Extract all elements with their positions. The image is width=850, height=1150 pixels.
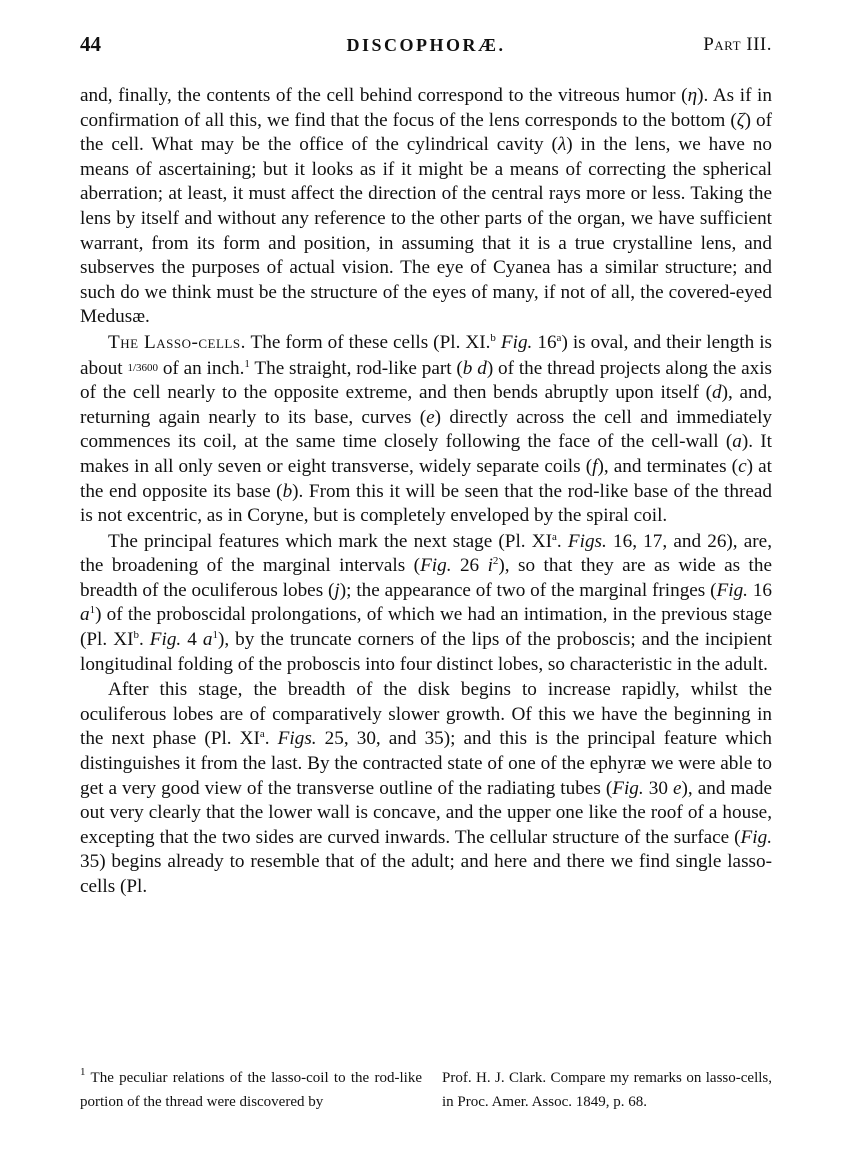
part-label: Part III.	[703, 34, 772, 55]
figure-ref: Figs.	[277, 728, 317, 750]
text-run: ) of the proboscidal prolongations, of which we had an intimation, in the previous stage (Pl. XI	[80, 604, 772, 651]
text-run: ), and terminates (	[597, 455, 739, 477]
superscript: a	[556, 331, 562, 344]
letter-label: a	[202, 629, 213, 651]
footnote-text: The peculiar relations of the lasso-coil to the rod-like portion of the thread were discovered by	[80, 1070, 422, 1110]
text-run: 16, 17, and 26), are, the broadening of the marginal intervals (	[80, 530, 772, 577]
text-run: ), by the truncate corners of the lips of the proboscis; and the incipient longitudinal folding of the proboscis into four distinct lobes, so characteristic in the adult.	[80, 629, 773, 675]
footnote-marker[interactable]: 1	[244, 357, 250, 370]
page-number: 44	[80, 32, 101, 56]
text-run: After this stage, the breadth of the disk begins to increase rapidly, whilst the oculiferous lobes are of comparatively slower growth. Of this we have the beginning in the next phase (Pl. XI	[80, 679, 772, 750]
letter-label: d	[711, 382, 722, 404]
text-run: 4	[181, 629, 203, 651]
text-run: ) at the end opposite its base (	[80, 455, 772, 502]
text-run: ), and, returning again nearly to its base, curves (	[80, 382, 773, 428]
superscript: a	[259, 728, 265, 741]
text-run: ) is oval, and their length is about	[80, 331, 773, 379]
text-run: ), so that they are as wide as the breadth of the oculiferous lobes (	[80, 555, 773, 601]
text-run: ). From this it will be seen that the rod-like base of the thread is not excentric, as in Coryne, but is completely enveloped by the spiral coil.	[80, 480, 772, 527]
text-run: 16	[747, 579, 773, 601]
superscript: a	[552, 530, 557, 543]
text-run: of an inch.	[158, 357, 245, 379]
figure-ref: Fig.	[740, 826, 772, 848]
letter-label: b d	[462, 357, 487, 379]
footnote-number: 1	[80, 1066, 86, 1078]
superscript: 1	[212, 629, 218, 642]
symbol-label: ζ	[736, 109, 745, 131]
figure-ref: Fig.	[149, 629, 182, 651]
text-run: 30	[643, 777, 673, 799]
letter-label: j	[334, 579, 340, 601]
text-run: ) of the cell. What may be the office of the cylindrical cavity (	[80, 109, 772, 156]
text-run: ) of the thread projects along the axis of the cell nearly to the opposite extreme, and then bends abruptly upon itself (	[80, 357, 773, 404]
text-run: ). As if in confirmation of all this, we find that the focus of the lens corresponds to the bottom (	[80, 85, 772, 131]
text-run: 16	[532, 331, 557, 353]
figure-ref: Fig.	[500, 331, 533, 353]
letter-label: e	[672, 777, 682, 799]
letter-label: a	[80, 604, 90, 626]
text-run: The principal features which mark the next stage (Pl. XI	[108, 530, 553, 552]
text-run: ), and made out very clearly that the lower wall is concave, and the upper one like the roof of a house, excepting that the two sides are curved inwards. The cellular structure of the surface (	[80, 777, 773, 848]
text-run: ). It makes in all only seven or eight transverse, widely separate coils (	[80, 431, 772, 477]
text-run: 26	[451, 555, 488, 577]
page-header	[80, 32, 772, 62]
footnote-left-column	[80, 1066, 422, 1114]
text-run: 25, 30, and 35); and this is the principal feature which distinguishes it from the last. By the contracted state of one of the ephyræ we were able to get a very good view of the transverse outline of the radiating tubes (	[80, 728, 772, 799]
superscript: b	[133, 629, 139, 642]
letter-label: c	[738, 455, 747, 477]
letter-label: b	[282, 480, 293, 502]
text-run: .	[556, 530, 568, 552]
letter-label: f	[592, 455, 598, 477]
text-run: The straight, rod-like part (	[249, 357, 463, 379]
text-run: ) in the lens, we have no means of ascertaining; but it looks as if it might be a means of correcting the spherical aberration; at least, it must affect the direction of the central rays more or less. Taking the lens by itself and without any reference to the other parts of the organ, we have sufficient warrant, from its form and position, in assuming that it is a true crystalline lens, and subserves the purposes of actual vision. The eye of Cyanea has a similar structure; and such do we think must be the structure of the eyes of many, if not of all, the covered-eyed Medusæ.	[80, 134, 772, 328]
symbol-label: λ	[557, 134, 567, 156]
footnote-text: Prof. H. J. Clark. Compare my remarks on lasso-cells, in Proc. Amer. Assoc. 1849, p. 68.	[442, 1070, 772, 1110]
text-run: .	[138, 629, 150, 651]
figure-ref: Fig.	[716, 579, 748, 601]
letter-label: e	[426, 406, 435, 428]
text-run: ) directly across the cell and immediately commences its coil, at the same time closely following the face of the cell-wall (	[80, 406, 772, 453]
figure-ref: Fig.	[420, 555, 452, 577]
superscript: b	[490, 331, 496, 344]
figure-ref: Figs.	[567, 530, 607, 552]
text-run: and, finally, the contents of the cell behind correspond to the vitreous humor (	[80, 85, 688, 106]
letter-label: a	[732, 431, 742, 453]
body-text	[80, 84, 772, 900]
figure-ref: Fig.	[612, 777, 644, 799]
text-run: ); the appearance of two of the marginal fringes (	[339, 579, 717, 601]
text-run: The form of these cells (Pl. XI.	[245, 331, 491, 353]
letter-label: i	[487, 555, 493, 577]
paragraph-eye-structure	[80, 84, 772, 330]
section-heading: The Lasso-cells.	[108, 331, 246, 353]
symbol-label: η	[687, 85, 698, 106]
text-run: .	[264, 728, 278, 750]
paragraph-disk-growth	[80, 678, 772, 899]
fraction: 1/3600	[127, 361, 159, 374]
superscript: 1	[89, 604, 96, 617]
superscript: 2	[492, 555, 499, 568]
running-title: DISCOPHORÆ.	[346, 35, 506, 55]
paragraph-lasso-cells	[80, 331, 772, 529]
paragraph-next-stage	[80, 530, 772, 678]
footnote-right-column	[442, 1066, 772, 1114]
text-run: 35) begins already to resemble that of the adult; and here and there we find single lasso-cells (Pl.	[80, 851, 772, 897]
